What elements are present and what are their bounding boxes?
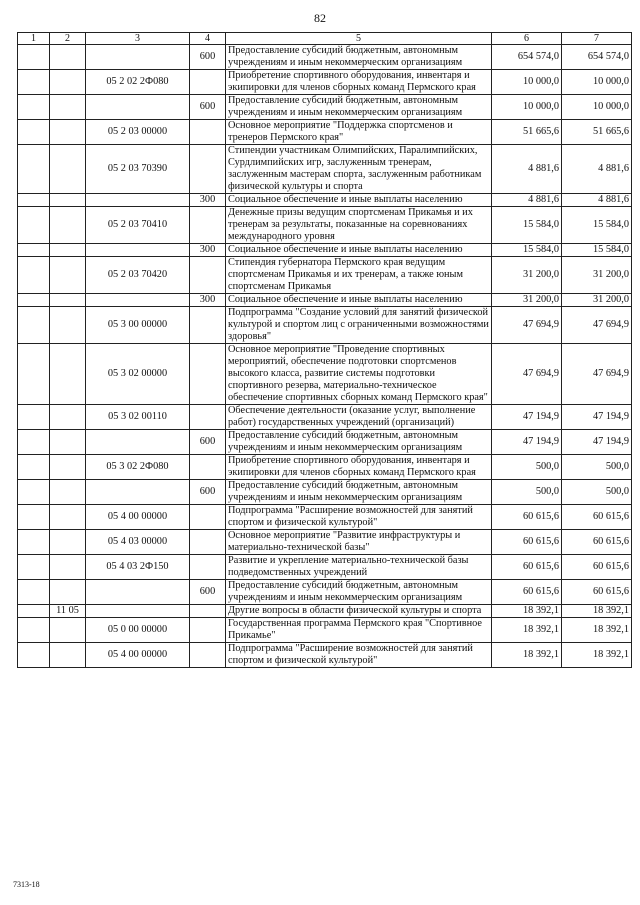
cell-subsection (50, 257, 86, 294)
cell-subsection (50, 643, 86, 668)
cell-expense-type (190, 643, 226, 668)
cell-name: Стипендии участникам Олимпийских, Паралимпийских, Сурдлимпийских игр, заслуженным тренерам, заслуженным мастерам спорта, заслуженным работникам физической культуры и спорта (226, 145, 492, 194)
cell-subsection (50, 480, 86, 505)
table-row (18, 257, 632, 294)
cell-amount-col6: 10 000,0 (492, 70, 562, 95)
table-row (18, 145, 632, 194)
cell-target-code: 05 4 03 00000 (86, 530, 190, 555)
cell-section (18, 307, 50, 344)
table-header-row (18, 33, 632, 45)
cell-amount-col7: 4 881,6 (562, 145, 632, 194)
cell-amount-col7: 51 665,6 (562, 120, 632, 145)
table-row (18, 530, 632, 555)
cell-amount-col7: 18 392,1 (562, 643, 632, 668)
cell-subsection (50, 344, 86, 405)
cell-subsection (50, 307, 86, 344)
cell-target-code (86, 95, 190, 120)
cell-amount-col7: 500,0 (562, 480, 632, 505)
cell-target-code (86, 244, 190, 257)
cell-amount-col6: 18 392,1 (492, 605, 562, 618)
cell-expense-type (190, 405, 226, 430)
header-col-6: 6 (492, 33, 562, 45)
cell-amount-col7: 15 584,0 (562, 207, 632, 244)
cell-amount-col7: 60 615,6 (562, 505, 632, 530)
cell-section (18, 505, 50, 530)
cell-expense-type: 600 (190, 580, 226, 605)
cell-section (18, 580, 50, 605)
cell-expense-type: 600 (190, 45, 226, 70)
cell-target-code: 05 0 00 00000 (86, 618, 190, 643)
cell-name: Подпрограмма "Расширение возможностей для занятий спортом и физической культурой" (226, 505, 492, 530)
cell-amount-col7: 500,0 (562, 455, 632, 480)
table-row (18, 605, 632, 618)
cell-subsection (50, 405, 86, 430)
cell-amount-col7: 47 694,9 (562, 307, 632, 344)
table-row (18, 194, 632, 207)
cell-amount-col7: 60 615,6 (562, 555, 632, 580)
cell-target-code: 05 2 03 70410 (86, 207, 190, 244)
cell-name: Подпрограмма "Создание условий для занятий физической культурой и спортом лиц с ограниченными возможностями здоровья" (226, 307, 492, 344)
cell-subsection: 11 05 (50, 605, 86, 618)
cell-subsection (50, 70, 86, 95)
table-body (18, 45, 632, 668)
cell-target-code: 05 4 00 00000 (86, 643, 190, 668)
cell-subsection (50, 95, 86, 120)
cell-subsection (50, 618, 86, 643)
cell-subsection (50, 45, 86, 70)
cell-name: Другие вопросы в области физической культуры и спорта (226, 605, 492, 618)
cell-expense-type (190, 505, 226, 530)
cell-name: Приобретение спортивного оборудования, инвентаря и экипировки для членов сборных команд Пермского края (226, 70, 492, 95)
cell-amount-col6: 47 694,9 (492, 344, 562, 405)
cell-name: Предоставление субсидий бюджетным, автономным учреждениям и иным некоммерческим организациям (226, 580, 492, 605)
cell-target-code: 05 2 03 70390 (86, 145, 190, 194)
cell-amount-col6: 60 615,6 (492, 505, 562, 530)
cell-expense-type (190, 530, 226, 555)
cell-subsection (50, 555, 86, 580)
cell-expense-type (190, 555, 226, 580)
cell-name: Предоставление субсидий бюджетным, автономным учреждениям и иным некоммерческим организациям (226, 430, 492, 455)
cell-amount-col6: 60 615,6 (492, 555, 562, 580)
cell-target-code: 05 3 02 00000 (86, 344, 190, 405)
cell-subsection (50, 430, 86, 455)
cell-subsection (50, 455, 86, 480)
table-row (18, 505, 632, 530)
cell-target-code (86, 294, 190, 307)
cell-subsection (50, 194, 86, 207)
cell-name: Обеспечение деятельности (оказание услуг, выполнение работ) государственных учреждений (организаций) (226, 405, 492, 430)
table-row (18, 45, 632, 70)
cell-section (18, 70, 50, 95)
cell-expense-type (190, 257, 226, 294)
cell-section (18, 145, 50, 194)
cell-subsection (50, 244, 86, 257)
cell-amount-col6: 500,0 (492, 480, 562, 505)
cell-section (18, 294, 50, 307)
footer-code: 7313-18 (13, 880, 40, 889)
cell-amount-col7: 10 000,0 (562, 70, 632, 95)
cell-amount-col6: 31 200,0 (492, 257, 562, 294)
cell-expense-type (190, 120, 226, 145)
cell-amount-col6: 31 200,0 (492, 294, 562, 307)
cell-name: Социальное обеспечение и иные выплаты населению (226, 194, 492, 207)
cell-name: Стипендия губернатора Пермского края ведущим спортсменам Прикамья и их тренерам, а также юным спортсменам Прикамья (226, 257, 492, 294)
cell-section (18, 45, 50, 70)
cell-amount-col7: 31 200,0 (562, 257, 632, 294)
cell-amount-col7: 18 392,1 (562, 605, 632, 618)
cell-subsection (50, 294, 86, 307)
cell-amount-col6: 4 881,6 (492, 194, 562, 207)
cell-amount-col7: 4 881,6 (562, 194, 632, 207)
cell-expense-type: 600 (190, 480, 226, 505)
table-row (18, 643, 632, 668)
cell-target-code: 05 4 00 00000 (86, 505, 190, 530)
cell-expense-type (190, 605, 226, 618)
cell-section (18, 207, 50, 244)
budget-table (17, 32, 632, 668)
cell-name: Социальное обеспечение и иные выплаты населению (226, 294, 492, 307)
cell-section (18, 194, 50, 207)
page-number: 82 (314, 11, 326, 25)
table-row (18, 480, 632, 505)
table-row (18, 120, 632, 145)
cell-section (18, 95, 50, 120)
cell-target-code: 05 3 02 00110 (86, 405, 190, 430)
cell-target-code: 05 3 00 00000 (86, 307, 190, 344)
table-row (18, 244, 632, 257)
cell-section (18, 480, 50, 505)
cell-section (18, 344, 50, 405)
cell-expense-type (190, 145, 226, 194)
cell-amount-col6: 4 881,6 (492, 145, 562, 194)
cell-target-code: 05 3 02 2Ф080 (86, 455, 190, 480)
cell-amount-col7: 18 392,1 (562, 618, 632, 643)
cell-expense-type (190, 455, 226, 480)
cell-name: Основное мероприятие "Развитие инфраструктуры и материально-технической базы" (226, 530, 492, 555)
cell-amount-col6: 10 000,0 (492, 95, 562, 120)
cell-amount-col7: 31 200,0 (562, 294, 632, 307)
cell-name: Денежные призы ведущим спортсменам Прикамья и их тренерам за результаты, показанные на соревнованиях международного уровня (226, 207, 492, 244)
table-row (18, 307, 632, 344)
cell-expense-type (190, 207, 226, 244)
cell-name: Предоставление субсидий бюджетным, автономным учреждениям и иным некоммерческим организациям (226, 95, 492, 120)
cell-subsection (50, 207, 86, 244)
cell-amount-col6: 51 665,6 (492, 120, 562, 145)
cell-amount-col7: 60 615,6 (562, 580, 632, 605)
cell-amount-col7: 47 194,9 (562, 405, 632, 430)
table-row (18, 618, 632, 643)
cell-section (18, 643, 50, 668)
header-col-2: 2 (50, 33, 86, 45)
header-col-4: 4 (190, 33, 226, 45)
cell-name: Развитие и укрепление материально-технической базы подведомственных учреждений (226, 555, 492, 580)
cell-section (18, 605, 50, 618)
header-col-3: 3 (86, 33, 190, 45)
cell-expense-type: 600 (190, 95, 226, 120)
cell-expense-type: 300 (190, 294, 226, 307)
cell-section (18, 555, 50, 580)
table-row (18, 95, 632, 120)
cell-target-code: 05 2 03 70420 (86, 257, 190, 294)
cell-expense-type (190, 344, 226, 405)
cell-amount-col6: 15 584,0 (492, 207, 562, 244)
cell-expense-type (190, 307, 226, 344)
cell-expense-type (190, 618, 226, 643)
cell-target-code (86, 480, 190, 505)
header-col-7: 7 (562, 33, 632, 45)
cell-target-code: 05 2 02 2Ф080 (86, 70, 190, 95)
cell-subsection (50, 145, 86, 194)
cell-name: Подпрограмма "Расширение возможностей для занятий спортом и физической культурой" (226, 643, 492, 668)
table-row (18, 580, 632, 605)
cell-section (18, 530, 50, 555)
header-col-1: 1 (18, 33, 50, 45)
cell-amount-col6: 15 584,0 (492, 244, 562, 257)
cell-expense-type: 600 (190, 430, 226, 455)
cell-expense-type: 300 (190, 194, 226, 207)
cell-amount-col7: 654 574,0 (562, 45, 632, 70)
cell-section (18, 257, 50, 294)
cell-section (18, 244, 50, 257)
cell-section (18, 405, 50, 430)
cell-name: Социальное обеспечение и иные выплаты населению (226, 244, 492, 257)
table-row (18, 70, 632, 95)
cell-amount-col6: 500,0 (492, 455, 562, 480)
cell-amount-col6: 654 574,0 (492, 45, 562, 70)
table-row (18, 430, 632, 455)
cell-target-code (86, 194, 190, 207)
cell-subsection (50, 120, 86, 145)
table-row (18, 344, 632, 405)
header-col-5: 5 (226, 33, 492, 45)
cell-subsection (50, 580, 86, 605)
cell-amount-col6: 18 392,1 (492, 643, 562, 668)
cell-amount-col7: 15 584,0 (562, 244, 632, 257)
cell-name: Государственная программа Пермского края "Спортивное Прикамье" (226, 618, 492, 643)
cell-amount-col6: 18 392,1 (492, 618, 562, 643)
cell-expense-type: 300 (190, 244, 226, 257)
cell-amount-col7: 47 694,9 (562, 344, 632, 405)
cell-target-code (86, 45, 190, 70)
table-row (18, 455, 632, 480)
cell-target-code: 05 4 03 2Ф150 (86, 555, 190, 580)
cell-amount-col7: 47 194,9 (562, 430, 632, 455)
cell-expense-type (190, 70, 226, 95)
cell-target-code: 05 2 03 00000 (86, 120, 190, 145)
cell-amount-col6: 47 194,9 (492, 405, 562, 430)
table-row (18, 555, 632, 580)
cell-amount-col6: 60 615,6 (492, 530, 562, 555)
cell-amount-col6: 47 194,9 (492, 430, 562, 455)
cell-amount-col7: 10 000,0 (562, 95, 632, 120)
cell-amount-col6: 47 694,9 (492, 307, 562, 344)
cell-name: Предоставление субсидий бюджетным, автономным учреждениям и иным некоммерческим организациям (226, 45, 492, 70)
cell-target-code (86, 430, 190, 455)
cell-subsection (50, 530, 86, 555)
cell-amount-col7: 60 615,6 (562, 530, 632, 555)
cell-section (18, 120, 50, 145)
cell-section (18, 618, 50, 643)
cell-target-code (86, 580, 190, 605)
cell-section (18, 455, 50, 480)
table-row (18, 207, 632, 244)
cell-name: Предоставление субсидий бюджетным, автономным учреждениям и иным некоммерческим организациям (226, 480, 492, 505)
cell-name: Приобретение спортивного оборудования, инвентаря и экипировки для членов сборных команд Пермского края (226, 455, 492, 480)
cell-subsection (50, 505, 86, 530)
cell-target-code (86, 605, 190, 618)
cell-name: Основное мероприятие "Поддержка спортсменов и тренеров Пермского края" (226, 120, 492, 145)
cell-section (18, 430, 50, 455)
table-row (18, 294, 632, 307)
table-row (18, 405, 632, 430)
cell-amount-col6: 60 615,6 (492, 580, 562, 605)
cell-name: Основное мероприятие "Проведение спортивных мероприятий, обеспечение подготовки спортсменов высокого класса, развитие системы подготовки спортивного резерва, материально-техническое обеспечение спортивных сборных команд Пермского края" (226, 344, 492, 405)
